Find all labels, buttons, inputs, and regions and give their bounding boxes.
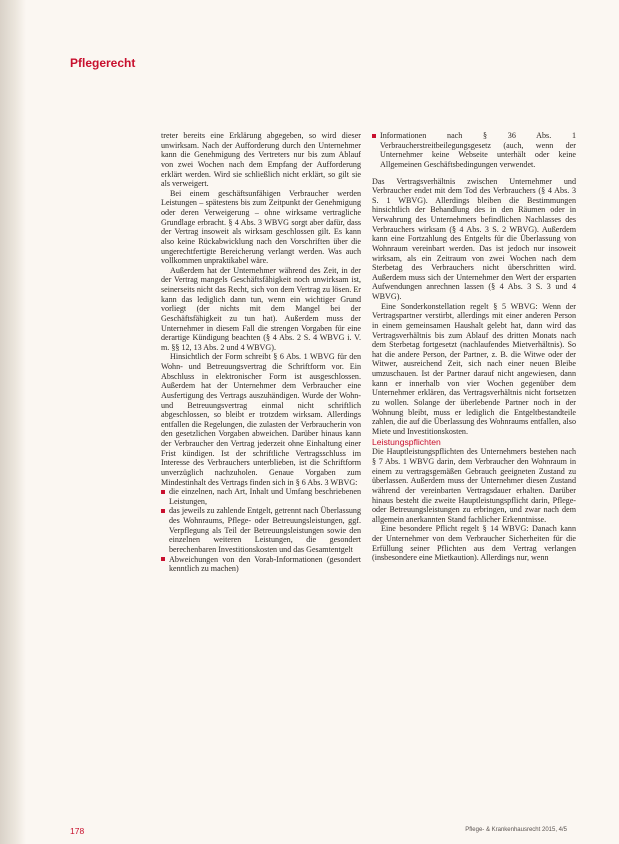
list-item: Abweichungen von den Vorab-Informationen (gesondert kenntlich zu machen) <box>161 555 361 574</box>
right-text-column <box>372 131 576 563</box>
section-title: Pflegerecht <box>70 56 136 70</box>
page-number: 178 <box>70 826 85 836</box>
paragraph: Bei einem geschäftsunfähigen Verbraucher werden Leistungen – spätestens bis zum Zeitpunkt der Genehmigung oder deren Verweigerung – ohne wirksame vertragliche Grundlage erbracht. § 4 Abs. 3 WBVG sorgt aber dafür, dass der Vertrag insoweit als wirksam geschlossen gilt. Es kann also keine Rückabwicklung nach den Vorschriften über die ungerechtfertigte Bereicherung verlangt werden. Was auch vollkommen unpraktikabel wäre. <box>161 188 361 266</box>
journal-footer: Pflege- & Krankenhausrecht 2015, 4/5 <box>465 827 567 833</box>
list-item: das jeweils zu zahlende Entgelt, getrennt nach Überlassung des Wohnraums, Pflege- oder Betreuungsleistungen, ggf. Verpflegung als Teil der Betreuungsleistungen sowie den einzelnen weiteren Leistungen, die gesondert berechenbaren Investitionskosten und das Gesamtentgelt <box>161 506 361 554</box>
paragraph: Außerdem hat der Unternehmer während des Zeit, in der der Vertrag mangels Geschäftsfähigkeit noch unwirksam ist, seinerseits nicht das Recht, sich von dem Vertrag zu lösen. Er kann das lediglich dann tun, wenn ein wichtiger Grund vorliegt (der nichts mit dem Mangel bei der Geschäftsfähigkeit zu tun hat). Außerdem muss der Unternehmer in diesem Fall die strengen Vorgaben für eine derartige Kündigung beachten (§ 4 Abs. 2 S. 4 WBVG i. V. m. §§ 12, 13 Abs. 2 und 4 WBVG). <box>161 265 361 352</box>
paragraph: Das Vertragsverhältnis zwischen Unternehmer und Verbraucher endet mit dem Tod des Verbrauchers (§ 4 Abs. 3 S. 1 WBVG). Allerdings bleiben die Bestimmungen hinsichtlich der Behandlung des in den Räumen oder in Verwahrung des Unternehmers befindlichen Nachlasses des Verbrauchers wirksam (§ 4 Abs. 3 S. 2 WBVG). Außerdem kann eine Fortzahlung des Entgelts für die Überlassung von Wohnraum vereinbart werden. Das ist jedoch nur insoweit wirksam, als ein Zeitraum von zwei Wochen nach dem Sterbetag des Verbrauchers nicht überschritten wird. Außerdem muss sich der Unternehmer den Wert der ersparten Aufwendungen anrechnen lassen (§ 4 Abs. 3 S. 3 und 4 WBVG). <box>372 176 576 301</box>
bullet-list <box>161 487 361 574</box>
paragraph: Eine besondere Pflicht regelt § 14 WBVG: Danach kann der Unternehmer von dem Verbraucher Sicherheiten für die Erfüllung seiner Pflichten aus dem Vertrag verlangen (insbesondere eine Mietkaution). Allerdings nur, wenn <box>372 524 576 563</box>
paragraph: Eine Sonderkonstellation regelt § 5 WBVG: Wenn der Vertragspartner verstirbt, allerdings mit einer anderen Person in einem gemeinsamen Haushalt gelebt hat, dann wird das Vertragsverhältnis bis zum Ablauf des dritten Monats nach dem Sterbetag fortgesetzt (nachlaufendes Mietverhältnis). So hat die andere Person, der Partner, z. B. die Witwe oder der Witwer, ausreichend Zeit, sich nach einer neuen Bleibe umzuschauen. Ist der Partner darauf nicht angewiesen, dann kann er innerhalb von vier Wochen gegenüber dem Unternehmer erklären, das Vertragsverhältnis nicht fortsetzen zu wollen. Solange der überlebende Partner noch in der Wohnung bleibt, muss er lediglich die Entgeltbestandteile zahlen, die auf die Überlassung des Wohnraums entfallen, also Miete und Investitionskosten. <box>372 301 576 436</box>
paragraph: Die Hauptleistungspflichten des Unternehmers bestehen nach § 7 Abs. 1 WBVG darin, dem Verbraucher den Wohnraum in einem zu vertragsgemäßen Gebrauch geeigneten Zustand zu überlassen. Außerdem muss der Unternehmer diesen Zustand während der vereinbarten Vertragsdauer erhalten. Darüber hinaus besteht die zweite Hauptleistungspflicht darin, Pflege- oder Betreuungsleistungen zu erbringen, und zwar nach dem allgemein anerkannten Stand fachlicher Erkenntnisse. <box>372 447 576 524</box>
paragraph: treter bereits eine Erklärung abgegeben, so wird dieser unwirksam. Nach der Aufforderung durch den Unternehmer kann die Genehmigung des Vertreters nur bis zum Ablauf von zwei Wochen nach dem Empfang der Aufforderung erklärt werden. Wird sie schließlich nicht erklärt, so gilt sie als verweigert. <box>161 131 361 189</box>
page-fold-shadow <box>0 0 26 844</box>
subheading: Leistungspflichten <box>372 437 441 448</box>
list-item: Informationen nach § 36 Abs. 1 Verbraucherstreitbeilegungsgesetz (auch, wenn der Unternehmer keine Webseite unterhält oder keine Allgemeinen Geschäftsbedingungen verwendet. <box>372 131 576 170</box>
bullet-list <box>372 131 576 170</box>
paragraph: Hinsichtlich der Form schreibt § 6 Abs. 1 WBVG für den Wohn- und Betreuungsvertrag die Schriftform vor. Ein Abschluss in elektronischer Form ist ausgeschlossen. Außerdem hat der Unternehmer dem Verbraucher eine Ausfertigung des Vertrags auszuhändigen. Wurde der Wohn- und Betreuungsvertrag einmal nicht schriftlich abgeschlossen, so bleibt er trotzdem wirksam. Allerdings entfallen die Regelungen, die zulasten der Verbraucherin von den gesetzlichen Vorgaben abweichen. Darüber hinaus kann der Verbraucher den Vertrag jederzeit ohne Einhaltung einer Frist kündigen. Ist der schriftliche Vertragsschluss im Interesse des Verbrauchers unterblieben, ist die Schriftform unverzüglich nachzuholen. Genaue Vorgaben zum Mindestinhalt des Vertrags finden sich in § 6 Abs. 3 WBVG: <box>161 352 361 487</box>
list-item: die einzelnen, nach Art, Inhalt und Umfang beschriebenen Leistungen, <box>161 487 361 506</box>
left-text-column <box>161 131 361 574</box>
